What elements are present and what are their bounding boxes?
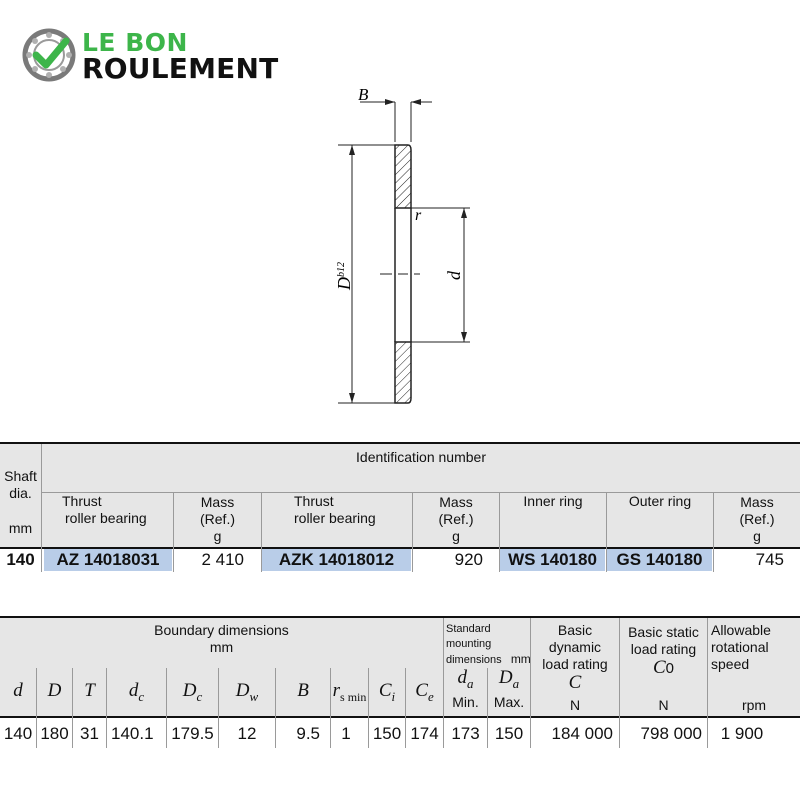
sym-rs-min: $r_{s min}$ (332, 680, 367, 704)
val-Ce: 174 (410, 724, 439, 743)
mass-value-1: 2 410 (201, 550, 244, 569)
val-dc: 140.1 (111, 724, 154, 743)
val-Ci: 150 (372, 724, 402, 743)
label-D-sup: b12 (336, 262, 347, 277)
brand-line1: LE BON (82, 28, 188, 57)
speed-header: Allowable rotational speed (711, 622, 771, 672)
val-dynamic-load: 184 000 (551, 724, 613, 743)
thrust-bearing-header-2: Thrust roller bearing (294, 493, 376, 526)
val-static-load: 798 000 (640, 724, 702, 743)
thrust-bearing-header-1: Thrust roller bearing (62, 493, 147, 526)
val-D: 180 (40, 724, 69, 743)
val-rs-min: 1 (341, 724, 351, 743)
sym-Dw: $D_w$ (235, 680, 259, 704)
dynamic-load-unit: N (569, 697, 581, 713)
shaft-dia-header: Shaft dia. (4, 468, 37, 501)
label-D: D (334, 277, 354, 290)
sym-Da: $D_a$ Max. (493, 667, 525, 710)
shaft-value: 140 (6, 550, 35, 569)
mounting-dimensions-header: Standard mounting dimensions mm (446, 623, 531, 666)
inner-ring-link[interactable]: WS 140180 (500, 549, 605, 571)
brand-logo (22, 28, 302, 84)
sym-d: d (13, 680, 23, 701)
bearing-check-icon (22, 28, 76, 82)
val-Dc: 179.5 (171, 724, 214, 743)
mass-value-2: 920 (454, 550, 483, 569)
sym-Dc: $D_c$ (182, 680, 203, 704)
static-load-unit: N (658, 697, 669, 713)
shaft-unit: mm (8, 520, 33, 536)
val-Dw: 12 (237, 724, 257, 743)
inner-ring-header: Inner ring (523, 493, 583, 509)
sym-Ci: $C_i$ (378, 680, 396, 704)
label-d: d (444, 271, 464, 280)
bearing-link-azk[interactable]: AZK 14018012 (262, 549, 411, 571)
dynamic-load-header: Basic dynamic load rating C (542, 622, 608, 693)
speed-unit: rpm (741, 697, 767, 713)
boundary-dimensions-header: Boundary dimensions mm (154, 622, 289, 655)
mass-header-1: Mass (Ref.) g (200, 494, 235, 544)
technical-drawing (320, 80, 520, 420)
bearing-link-az[interactable]: AZ 14018031 (44, 549, 172, 571)
brand-line2: ROULEMENT (82, 52, 279, 85)
sym-dc: $d_c$ (128, 680, 145, 704)
label-r: r (415, 207, 422, 224)
val-B: 9.5 (296, 724, 320, 743)
val-speed: 1 900 (720, 724, 764, 743)
val-T: 31 (80, 724, 99, 743)
outer-ring-header: Outer ring (628, 493, 692, 509)
sym-B: B (297, 680, 309, 701)
val-d: 140 (3, 724, 33, 743)
val-da: 173 (451, 724, 480, 743)
sym-Ce: $C_e$ (415, 680, 434, 704)
sym-D: D (47, 680, 62, 701)
sym-da: $d_a$ Min. (452, 667, 479, 710)
val-Da: 150 (494, 724, 524, 743)
label-B: B (358, 85, 369, 104)
sym-T: T (84, 680, 95, 701)
mass-header-3: Mass (Ref.) g (739, 494, 775, 544)
mass-header-2: Mass (Ref.) g (438, 494, 474, 544)
static-load-header: Basic static load rating C0 (628, 624, 699, 678)
outer-ring-link[interactable]: GS 140180 (607, 549, 712, 571)
mass-value-3: 745 (755, 550, 784, 569)
identification-header: Identification number (356, 449, 486, 465)
